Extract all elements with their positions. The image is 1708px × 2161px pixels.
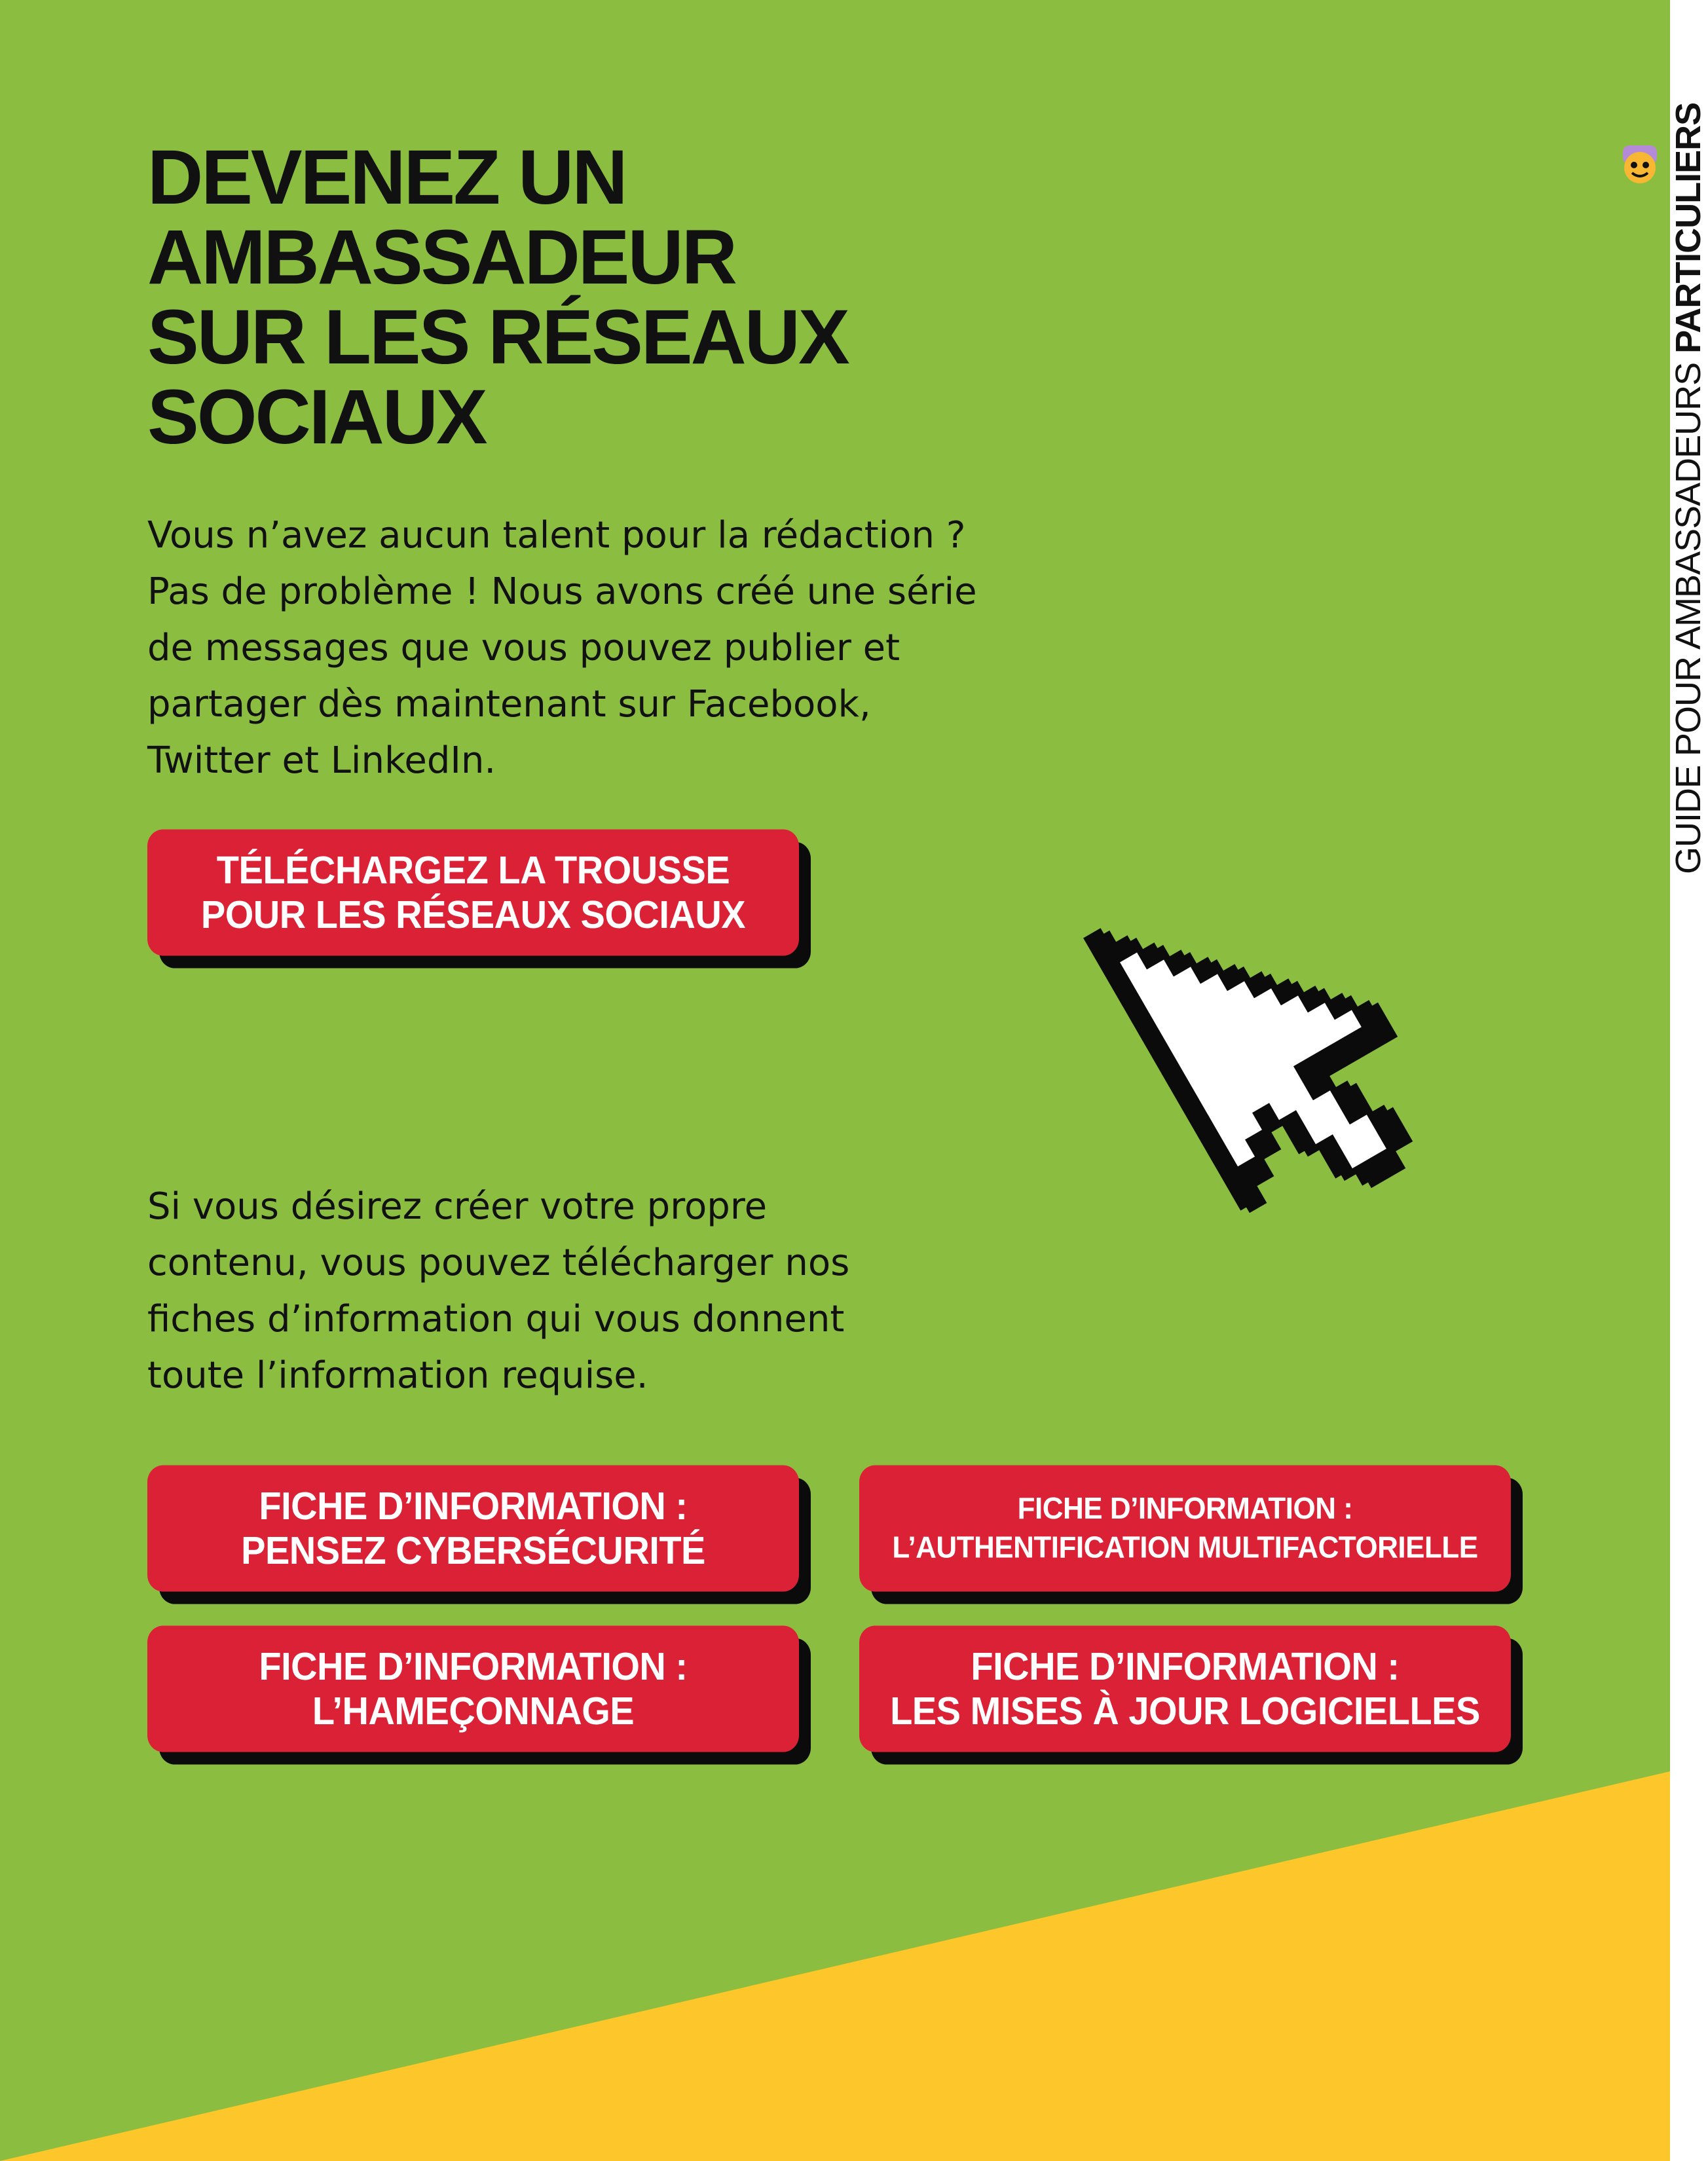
- factsheet-software-updates-button[interactable]: [859, 1626, 1511, 1752]
- button-label-line: TÉLÉCHARGEZ LA TROUSSE: [216, 848, 730, 892]
- button-label-line: FICHE D’INFORMATION :: [259, 1644, 688, 1688]
- intro-line: partager dès maintenant sur Facebook,: [147, 683, 871, 726]
- title-line: SOCIAUX: [147, 374, 486, 460]
- custom-line: contenu, vous pouvez télécharger nos: [147, 1242, 850, 1284]
- title-line: SUR LES RÉSEAUX: [147, 294, 848, 380]
- download-social-kit-button[interactable]: [147, 830, 799, 956]
- button-label-line: FICHE D’INFORMATION :: [1017, 1491, 1353, 1526]
- intro-line: Pas de problème ! Nous avons créé une série: [147, 570, 977, 613]
- button-label-line: FICHE D’INFORMATION :: [971, 1644, 1400, 1688]
- intro-line: Twitter et LinkedIn.: [147, 739, 496, 782]
- side-label-light: GUIDE POUR AMBASSADEURS: [1669, 353, 1708, 874]
- intro-paragraph: [147, 508, 1038, 789]
- custom-line: Si vous désirez créer votre propre: [147, 1185, 768, 1228]
- custom-content-paragraph: [147, 1179, 1038, 1404]
- title-line: DEVENEZ UN: [147, 134, 626, 221]
- page-title: [147, 134, 848, 460]
- factsheet-phishing-button[interactable]: [147, 1626, 799, 1752]
- button-label-line: FICHE D’INFORMATION :: [259, 1484, 688, 1528]
- button-label-line: L’HAMEÇONNAGE: [312, 1689, 635, 1733]
- intro-line: Vous n’avez aucun talent pour la rédaction ?: [147, 514, 966, 557]
- title-line: AMBASSADEUR: [147, 214, 735, 301]
- factsheet-mfa-button[interactable]: [859, 1466, 1511, 1592]
- button-label-line: POUR LES RÉSEAUX SOCIAUX: [200, 893, 746, 936]
- custom-line: toute l’information requise.: [147, 1354, 648, 1397]
- factsheet-cybersecurity-button[interactable]: [147, 1466, 799, 1592]
- emoji-face-icon: [1619, 144, 1661, 186]
- button-label-line: L’AUTHENTIFICATION MULTIFACTORIELLE: [892, 1530, 1478, 1565]
- custom-line: fiches d’information qui vous donnent: [147, 1298, 845, 1340]
- side-label-bold: PARTICULIERS: [1669, 102, 1708, 354]
- button-label-line: LES MISES À JOUR LOGICIELLES: [890, 1689, 1480, 1733]
- side-guide-label: [1669, 103, 1708, 874]
- intro-line: de messages que vous pouvez publier et: [147, 627, 900, 669]
- pixel-arrow-cursor-icon: [1047, 861, 1439, 1254]
- button-label-line: PENSEZ CYBERSÉCURITÉ: [241, 1528, 705, 1572]
